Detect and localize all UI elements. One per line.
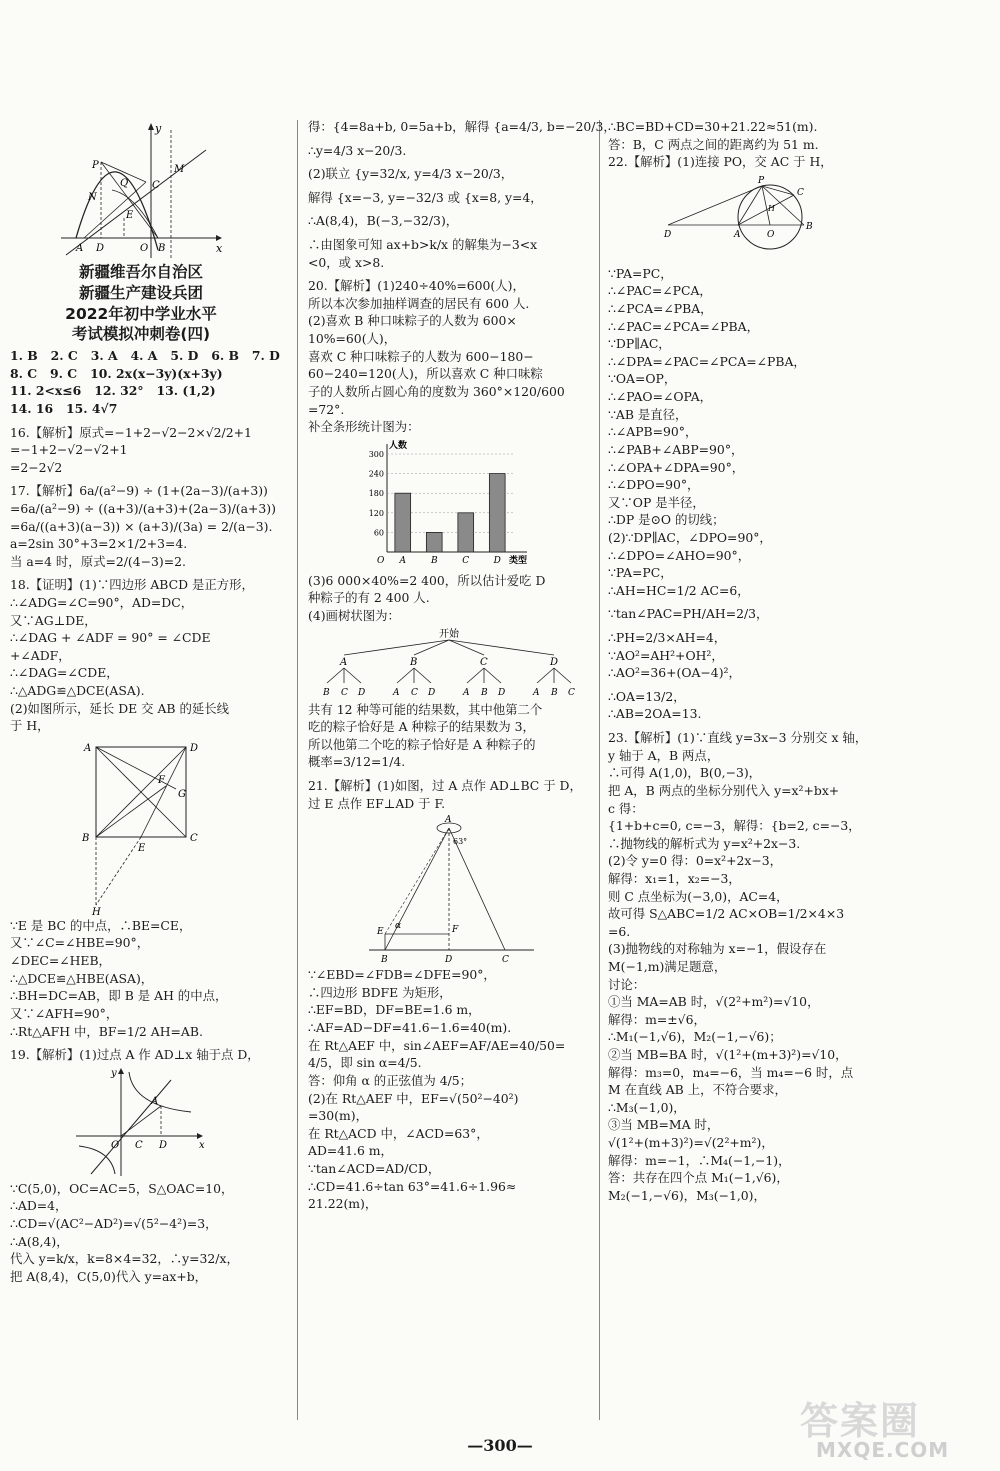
answer-line: 在 Rt△AEF 中，sin∠AEF=AF/AE=40/50= — [308, 1037, 566, 1053]
tree-node: B — [410, 656, 418, 668]
bar — [458, 513, 474, 552]
answer-line: ∴抛物线的解析式为 y=x²+2x−3. — [608, 835, 801, 851]
x-tick-label: C — [462, 555, 470, 566]
answer-line: 19.【解析】(1)过点 A 作 AD⊥x 轴于点 D， — [10, 1047, 260, 1063]
answer-line: 21.【解析】(1)如图，过 A 点作 AD⊥BC 于 D， — [308, 778, 582, 794]
tree-leaf: A — [533, 687, 540, 698]
top-graph-figure — [56, 120, 226, 260]
answer-line: ∠DEC=∠HEB， — [10, 953, 111, 969]
answer-line: 答：共存在四个点 M₁(−1,√6)， — [608, 1170, 789, 1186]
answer-line: 又∵AG⊥DE， — [10, 612, 97, 628]
q19-c-label: C — [135, 1139, 143, 1151]
square-f-label: F — [158, 774, 165, 786]
y-tick-label: 300 — [368, 449, 384, 459]
answer-line: ∵AB 是直径， — [608, 406, 688, 422]
answer-line: 代入 y=k/x，k=8×4=32，∴y=32/x， — [10, 1251, 239, 1267]
answer-line: c 得： — [608, 800, 644, 816]
answer-line: 8. C 9. C 10. 2x(x−3y)(x+3y) — [10, 365, 223, 381]
column-1 — [10, 118, 280, 1285]
answer-line: 解得：m₃=0，m₄=−6，当 m₄=−6 时，点 — [608, 1064, 854, 1080]
answer-line: (4)画树状图为： — [308, 607, 400, 623]
tree-leaf: C — [568, 687, 575, 698]
tree-leaf: D — [358, 687, 366, 698]
point-p-label: P — [92, 160, 99, 171]
answer-line: ∴y=4/3 x−20/3. — [308, 142, 407, 158]
column-2 — [308, 118, 616, 1213]
answer-line: 过 E 点作 EF⊥AD 于 F. — [308, 795, 446, 811]
answer-line: 20.【解析】(1)240÷40%=600(人)， — [308, 278, 525, 294]
y-tick-label: 60 — [373, 528, 384, 538]
tree-root-label: 开始 — [439, 628, 459, 640]
answer-line: ∴M₃(−1,0)， — [608, 1099, 686, 1115]
answer-line: 种粽子的有 2 400 人. — [308, 590, 430, 606]
tree-leaf: C — [341, 687, 348, 698]
answer-line: ∴△DCE≌△HBE(ASA)， — [10, 970, 154, 986]
point-n-label: N — [88, 192, 97, 203]
answer-line: 答：仰角 α 的正弦值为 4/5； — [308, 1072, 473, 1088]
bar — [426, 532, 442, 552]
x-tick-label: B — [430, 555, 438, 566]
answer-line: M(−1,m)满足题意， — [608, 958, 727, 974]
column-3 — [608, 118, 878, 1205]
answer-line: ∴∠DPA=∠PAC=∠PCA=∠PBA， — [608, 353, 806, 369]
tree-leaf: A — [393, 687, 400, 698]
answer-line: =72°. — [308, 401, 345, 417]
answer-line: ∴AO²=36+(OA−4)²， — [608, 665, 741, 681]
page-number: —300— — [467, 1436, 533, 1455]
watermark-logo — [800, 1390, 990, 1466]
answer-line: AD=41.6 m， — [308, 1143, 393, 1159]
answer-line: 16.【解析】原式=−1+2−√2−2×√2/2+1 — [10, 424, 252, 440]
answer-line: ∴EF=BD，DF=BE=1.6 m， — [308, 1002, 481, 1018]
answer-line: ∵DP∥AC， — [608, 336, 671, 352]
answer-line: <0，或 x>8. — [308, 254, 385, 270]
answer-line: 当 a=4 时，原式=2/(4−3)=2. — [10, 553, 186, 569]
answer-line: ∴AB=2OA=13. — [608, 706, 702, 722]
answer-line: 所以他第二个吃的粽子恰好是 A 种粽子的 — [308, 736, 536, 752]
answer-line: 解得：m=±√6， — [608, 1011, 706, 1027]
q21-f-label: F — [452, 925, 459, 936]
tree-leaf: D — [498, 687, 506, 698]
watermark-url: MXQE.COM — [816, 1438, 950, 1462]
q22-h-label: H — [768, 203, 775, 213]
answer-line: 概率=3/12=1/4. — [308, 754, 406, 770]
q21-a-label: A — [445, 815, 452, 826]
tree-leaf: B — [551, 687, 558, 698]
answer-line: ①当 MA=AB 时，√(2²+m²)=√10， — [608, 994, 820, 1010]
tree-leaf: B — [323, 687, 330, 698]
answer-line: 故可得 S△ABC=1/2 AC×OB=1/2×4×3 — [608, 906, 845, 922]
answer-line: ∵tan∠PAC=PH/AH=2/3， — [608, 606, 769, 622]
answer-line: 23.【解析】(1)∵直线 y=3x−3 分别交 x 轴， — [608, 730, 868, 746]
answer-line: 4/5，即 sin α=4/5. — [308, 1055, 422, 1071]
q21-b-label: B — [381, 955, 388, 965]
answer-line: 得：{4=8a+b, 0=5a+b，解得 {a=4/3, b=−20/3， — [308, 119, 616, 134]
answer-line: =2−2√2 — [10, 459, 63, 475]
answer-line: ∴BC=BD+CD=30+21.22≈51(m). — [608, 119, 818, 134]
answer-line: ③当 MB=MA 时， — [608, 1117, 720, 1133]
answer-line: ∴四边形 BDFE 为矩形， — [308, 984, 452, 1000]
tree-leaf: A — [463, 687, 470, 698]
answer-line: ∴∠DPO=∠AHO=90°， — [608, 547, 751, 563]
y-tick-label: 120 — [368, 508, 384, 518]
q19-graph-figure — [71, 1066, 211, 1178]
answer-line: ∴∠PAB+∠ABP=90°， — [608, 441, 744, 457]
answer-line: ∴∠PAC=∠PCA=∠PBA， — [608, 318, 759, 334]
x-axis-title: 类型 — [509, 555, 528, 566]
answer-line: ∵E 是 BC 的中点，∴BE=CE， — [10, 917, 192, 933]
answer-line: ∴BH=DC=AB，即 B 是 AH 的中点， — [10, 988, 228, 1004]
answer-line: ∴∠PAO=∠OPA， — [608, 389, 713, 405]
answer-line: 1. B 2. C 3. A 4. A 5. D 6. B 7. D — [10, 348, 280, 364]
answer-line: 22.【解析】(1)连接 PO，交 AC 于 H， — [608, 154, 833, 170]
answer-line: (3)抛物线的对称轴为 x=−1，假设存在 — [608, 941, 827, 957]
q19-y-label: y — [111, 1067, 117, 1079]
y-tick-label: 180 — [368, 488, 384, 498]
answer-line: 解得：x₁=1，x₂=−3， — [608, 870, 741, 886]
square-d-label: D — [190, 742, 199, 754]
square-e-label: E — [138, 842, 146, 854]
answer-line: ∵C(5,0)，OC=AC=5，S△OAC=10， — [10, 1180, 234, 1196]
answer-line: ∴Rt△AFH 中，BF=1/2 AH=AB. — [10, 1023, 203, 1039]
answer-line: ∵AO²=AH²+OH²， — [608, 647, 724, 663]
answer-line: ∴∠OPA+∠DPA=90°， — [608, 459, 745, 475]
answer-line: ∵PA=PC， — [608, 265, 673, 281]
bar — [395, 493, 411, 552]
answer-line: 又∵∠AFH=90°， — [10, 1005, 119, 1021]
tree-leaf: D — [428, 687, 436, 698]
answer-line: 10%=60(人)， — [308, 331, 397, 347]
answer-line: ∴AD=4， — [10, 1198, 68, 1214]
point-c-label: C — [152, 180, 160, 191]
answer-line: 在 Rt△ACD 中，∠ACD=63°， — [308, 1125, 489, 1141]
answer-line: 解得 {x=−3, y=−32/3 或 {x=8, y=4， — [308, 189, 543, 205]
origin-label: O — [140, 243, 149, 254]
point-d-label: D — [96, 243, 105, 254]
answer-line: 子的人数所占圆心角的度数为 360°×120/600 — [308, 383, 565, 399]
answer-line: =6a/((a+3)(a−3)) × (a+3)/(3a) = 2/(a−3). — [10, 518, 273, 534]
answer-line: 答：B，C 两点之间的距离约为 51 m. — [608, 136, 819, 152]
y-axis-title: 人数 — [389, 440, 408, 451]
answer-line: 喜欢 C 种口味粽子的人数为 600−180− — [308, 348, 534, 364]
point-b-label: B — [158, 243, 166, 254]
answer-line: ∴DP 是⊙O 的切线； — [608, 512, 725, 528]
watermark-text: 答案圈 — [800, 1399, 921, 1443]
answer-line: √(1²+(m+3)²)=√(2²+m²)， — [608, 1135, 774, 1151]
title-line-3: 2022年初中学业水平 — [65, 304, 217, 323]
point-a-label: A — [76, 243, 84, 254]
answer-line: a=2sin 30°+3=2×1/2+3=4. — [10, 536, 188, 552]
answer-line: ∴OA=13/2， — [608, 688, 686, 704]
x-axis-label: x — [216, 242, 223, 255]
answer-line: ∴M₁(−1,√6)，M₂(−1,−√6)； — [608, 1029, 782, 1045]
answer-line: ∴可得 A(1,0)，B(0,−3)， — [608, 765, 762, 781]
answer-line: (2)如图所示，延长 DE 交 AB 的延长线 — [10, 700, 230, 716]
answer-line: ∴CD=√(AC²−AD²)=√(5²−4²)=3， — [10, 1215, 218, 1231]
square-c-label: C — [190, 832, 198, 844]
q19-a-label: A — [151, 1095, 159, 1107]
tree-leaf: B — [481, 687, 488, 698]
answer-line: ∵OA=OP， — [608, 371, 677, 387]
q21-alpha-label: α — [395, 921, 402, 932]
square-g-label: G — [178, 788, 186, 800]
answer-line: =−1+2−√2−√2+1 — [10, 442, 128, 458]
answer-line: 把 A，B 两点的坐标分别代入 y=x²+bx+ — [608, 782, 840, 798]
answer-line: ∴AF=AD−DF=41.6−1.6=40(m). — [308, 1020, 512, 1036]
q22-a-label: A — [734, 229, 741, 240]
bar-chart — [359, 438, 539, 570]
q22-circle-figure — [658, 173, 828, 263]
answer-line: ∵∠EBD=∠FDB=∠DFE=90°， — [308, 967, 496, 983]
answer-line: ∴CD=41.6÷tan 63°=41.6÷1.96≈ — [308, 1178, 517, 1194]
tree-leaf: C — [411, 687, 418, 698]
answer-line: (2)喜欢 B 种口味粽子的人数为 600× — [308, 313, 517, 329]
answer-line: 解得：m=−1，∴M₄(−1,−1)， — [608, 1152, 791, 1168]
answer-line: 11. 2<x≤6 12. 32° 13. (1,2) — [10, 383, 216, 399]
point-m-label: M — [174, 164, 185, 175]
answer-line: 17.【解析】6a/(a²−9) ÷ (1+(2a−3)/(a+3)) — [10, 483, 268, 499]
answer-line: 共有 12 种等可能的结果数，其中他第二个 — [308, 701, 543, 717]
square-h-label: H — [92, 906, 101, 915]
q21-angle-label: 63° — [453, 837, 468, 847]
answer-line: ∴∠PAC=∠PCA， — [608, 283, 712, 299]
answer-line: =6a/(a²−9) ÷ ((a+3)/(a+3)+(2a−3)/(a+3)) — [10, 500, 276, 516]
answer-line: 吃的粽子恰好是 A 种粽子的结果数为 3， — [308, 719, 535, 735]
answer-line: 21.22(m)， — [308, 1196, 378, 1212]
answer-line: 把 A(8,4)，C(5,0)代入 y=ax+b， — [10, 1268, 208, 1284]
q21-e-label: E — [377, 927, 384, 938]
tree-node: C — [480, 656, 488, 668]
point-q-label: Q — [120, 178, 129, 189]
y-axis-label: y — [155, 122, 162, 135]
answer-line: ∴∠PCA=∠PBA， — [608, 301, 713, 317]
bar — [489, 473, 505, 551]
y-tick-label: 240 — [368, 469, 384, 479]
origin-label: O — [377, 555, 385, 566]
answer-line: ∴PH=2/3×AH=4， — [608, 630, 727, 646]
column-divider — [297, 120, 298, 1420]
x-tick-label: A — [399, 555, 406, 566]
answer-line: ∴∠APB=90°， — [608, 424, 698, 440]
answer-line: {1+b+c=0, c=−3，解得：{b=2, c=−3， — [608, 818, 861, 834]
square-a-label: A — [84, 742, 92, 754]
q21-figure — [359, 814, 539, 964]
tree-diagram — [319, 627, 579, 699]
answer-line: 补全条形统计图为： — [308, 419, 420, 435]
q19-d-label: D — [159, 1139, 168, 1151]
answer-line: 60−240=120(人)，所以喜欢 C 种口味粽 — [308, 366, 543, 382]
answer-line: +∠ADF， — [10, 647, 71, 663]
answer-line: 又∵OP 是半径， — [608, 494, 705, 510]
title-line-2: 新疆生产建设兵团 — [78, 283, 203, 302]
q22-b-label: B — [806, 221, 813, 232]
answer-line: ∴由图象可知 ax+b>k/x 的解集为−3<x — [308, 237, 538, 253]
exam-title — [10, 262, 272, 345]
answer-line: M 在直线 AB 上，不符合要求， — [608, 1082, 787, 1098]
answer-line: ∴AH=HC=1/2 AC=6， — [608, 582, 750, 598]
answer-line: M₂(−1,−√6)，M₃(−1,0)， — [608, 1187, 766, 1203]
answer-line: ∴A(8,4)， — [10, 1233, 69, 1249]
answer-line: ∴∠DAG + ∠ADF = 90° = ∠CDE — [10, 630, 211, 646]
answer-line: ∵PA=PC， — [608, 565, 673, 581]
tree-node: A — [340, 656, 348, 668]
answer-line: ∴△ADG≌△DCE(ASA). — [10, 683, 145, 699]
answer-line: (2)联立 {y=32/x, y=4/3 x−20/3， — [308, 166, 514, 182]
q22-c-label: C — [797, 187, 804, 198]
answer-line: (2)在 Rt△AEF 中，EF=√(50²−40²) — [308, 1090, 519, 1106]
q22-o-label: O — [767, 229, 775, 240]
title-line-4: 考试模拟冲刺卷(四) — [71, 325, 211, 344]
q21-c-label: C — [502, 955, 509, 965]
answer-line: 于 H， — [10, 718, 50, 734]
answer-line: 又∵∠C=∠HBE=90°， — [10, 935, 150, 951]
title-line-1: 新疆维吾尔自治区 — [78, 263, 203, 281]
answer-line: 则 C 点坐标为(−3,0)，AC=4， — [608, 888, 789, 904]
answer-line: 14. 16 15. 4√7 — [10, 400, 118, 416]
answer-line: ∵tan∠ACD=AD/CD， — [308, 1160, 441, 1176]
column-divider — [599, 120, 600, 1420]
q19-o-label: O — [111, 1139, 120, 1151]
q21-d-label: D — [445, 955, 453, 965]
answer-line: (2)∵DP∥AC，∠DPO=90°， — [608, 529, 772, 545]
answer-line: y 轴于 A，B 两点， — [608, 747, 720, 763]
answer-line: ∴∠ADG=∠C=90°，AD=DC， — [10, 594, 194, 610]
answer-line: ②当 MB=BA 时，√(1²+(m+3)²)=√10， — [608, 1047, 848, 1063]
answer-line: (3)6 000×40%=2 400，所以估计爱吃 D — [308, 572, 546, 588]
answer-line: 讨论： — [608, 976, 646, 992]
point-e-label: E — [126, 210, 134, 221]
q19-x-label: x — [199, 1139, 205, 1151]
answer-line: ∴A(8,4)，B(−3,−32/3)， — [308, 213, 459, 229]
answer-line: ∴∠DAG=∠CDE， — [10, 665, 119, 681]
q22-p-label: P — [758, 175, 765, 186]
square-figure — [66, 737, 216, 915]
answer-line: (2)令 y=0 得：0=x²+2x−3， — [608, 853, 782, 869]
x-tick-label: D — [493, 555, 501, 566]
answer-line: 所以本次参加抽样调查的居民有 600 人. — [308, 295, 530, 311]
answer-line: =6. — [608, 923, 631, 939]
square-b-label: B — [82, 832, 90, 844]
q22-d-label: D — [664, 229, 672, 240]
answer-line: ∴∠DPO=90°， — [608, 477, 700, 493]
answer-line: =30(m)， — [308, 1108, 368, 1124]
tree-node: D — [550, 656, 559, 668]
answer-line: 18.【证明】(1)∵四边形 ABCD 是正方形， — [10, 577, 254, 593]
